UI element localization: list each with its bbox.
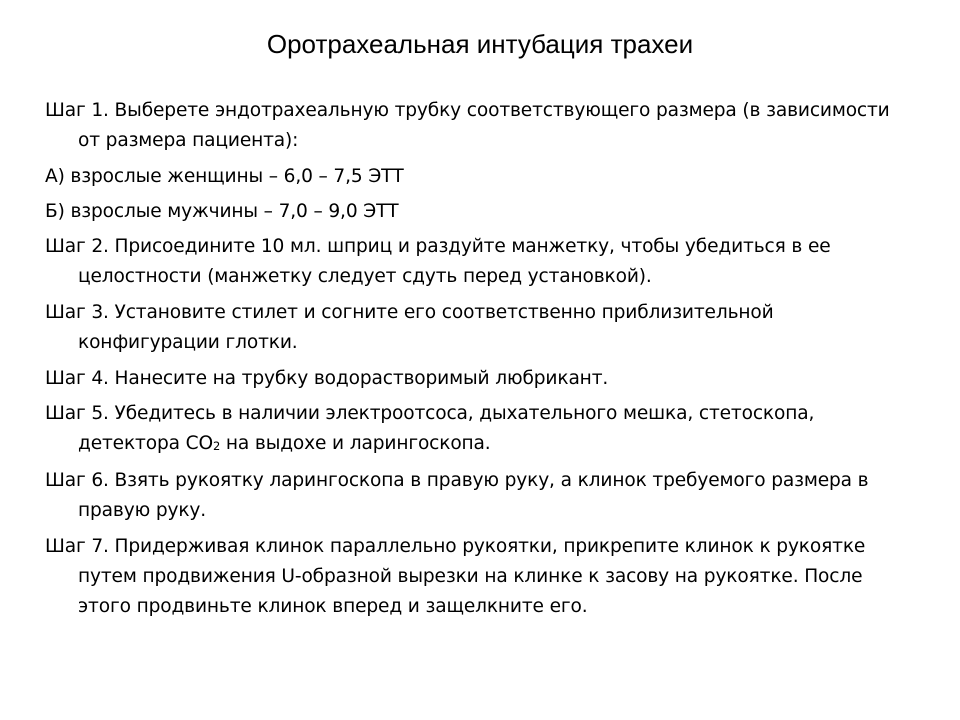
step-4: Шаг 4. Нанесите на трубку водорастворимый любрикант.	[45, 368, 609, 389]
step-1: Шаг 1. Выберете эндотрахеальную трубку соответствующего размера (в зависимости от размера пациента):	[45, 100, 890, 151]
step-5-text-after: на выдохе и ларингоскопа.	[220, 433, 491, 454]
step-1-option-a: А) взрослые женщины – 6,0 – 7,5 ЭТТ	[45, 166, 404, 187]
step-6: Шаг 6. Взять рукоятку ларингоскопа в правую руку, а клинок требуемого размера в правую руку.	[45, 470, 869, 521]
co2-subscript: 2	[212, 439, 221, 453]
slide-body	[45, 96, 915, 628]
slide-title: Оротрахеальная интубация трахеи	[266, 29, 694, 59]
step-5-text-before: Шаг 5. Убедитесь в наличии электроотсоса, дыхательного мешка, стетоскопа, детектора СО	[45, 403, 815, 454]
step-2: Шаг 2. Присоедините 10 мл. шприц и раздуйте манжетку, чтобы убедиться в ее целостности (манжетку следует сдуть перед установкой).	[45, 236, 831, 287]
step-1-option-b: Б) взрослые мужчины – 7,0 – 9,0 ЭТТ	[45, 201, 399, 222]
step-7: Шаг 7. Придерживая клинок параллельно рукоятки, прикрепите клинок к рукоятке путем продвижения U-образной вырезки на клинке к засову на рукоятке. После этого продвиньте клинок вперед и защелкните его.	[45, 536, 866, 617]
step-3: Шаг 3. Установите стилет и согните его соответственно приблизительной конфигурации глотки.	[45, 302, 774, 353]
step-5	[45, 399, 915, 460]
